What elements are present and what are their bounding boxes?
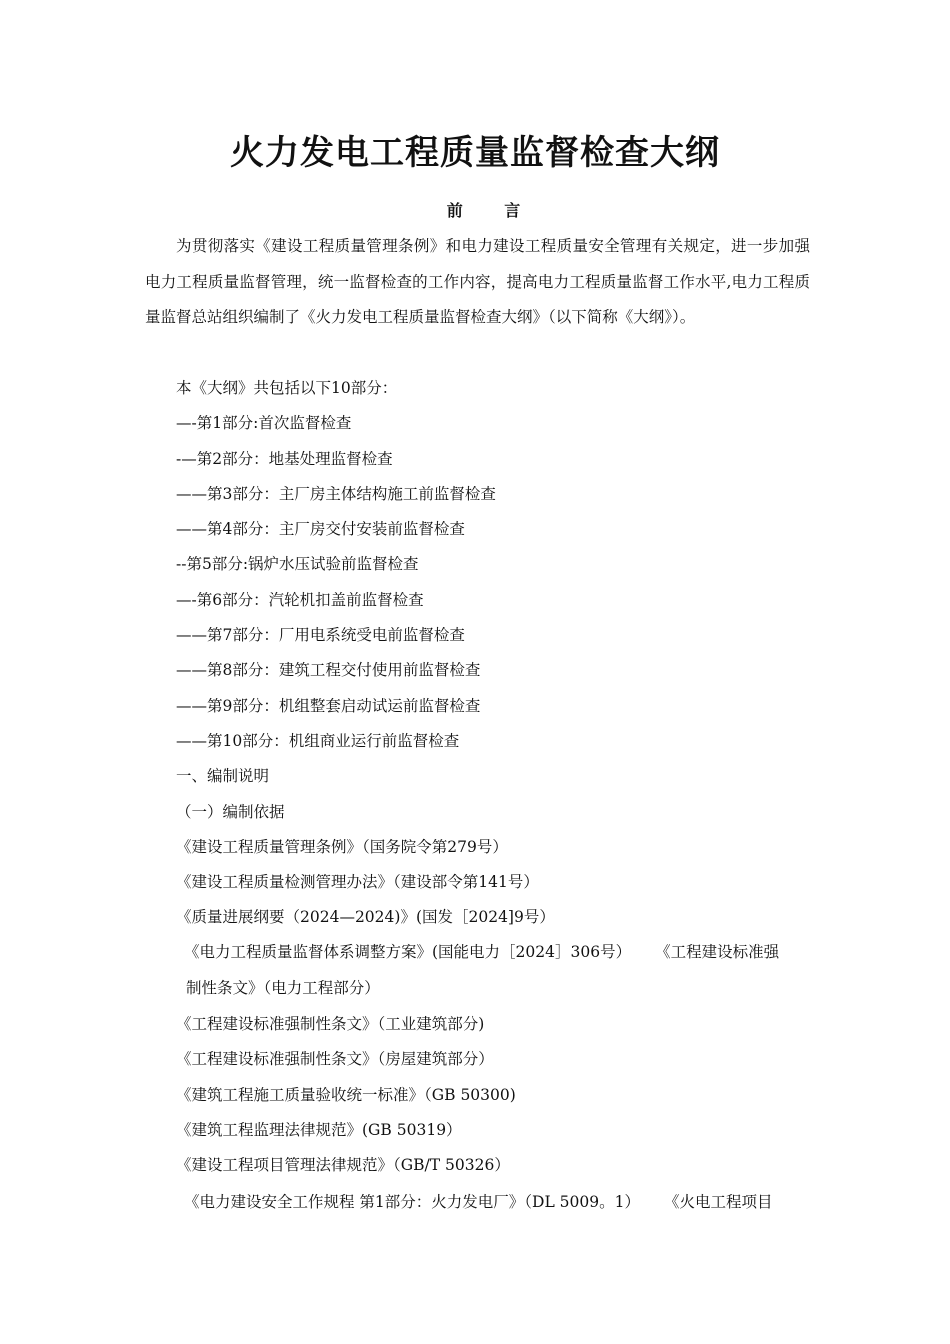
reference-item: 《建设工程质量检测管理办法》（建设部令第141号） (176, 873, 539, 892)
reference-line (176, 1185, 810, 1221)
content-list-b (176, 1007, 816, 1183)
preface-heading: 前 言 (446, 201, 539, 220)
part-item-4: ——第4部分：主厂房交付安装前监督检查 (176, 520, 465, 539)
reference-item: 《工程建设标准强制性条文》（工业建筑部分) (176, 1015, 485, 1033)
reference-item: 《工程建设标准强 (655, 943, 780, 961)
reference-continuation: 制性条文》（电力工程部分） (186, 978, 380, 997)
parts-intro-line: 本《大纲》共包括以下10部分： (176, 379, 398, 397)
reference-item-combined (176, 1185, 810, 1221)
reference-item: 《火电工程项目 (664, 1193, 773, 1211)
reference-item: 《电力建设安全工作规程 第1部分：火力发电厂》（DL 5009。1） (184, 1193, 640, 1211)
reference-item: 《建设工程质量管理条例》（国务院令第279号） (176, 837, 508, 856)
intro-paragraph: 为贯彻落实《建设工程质量管理条例》和电力建设工程质量安全管理有关规定，进一步加强电力工程质量监督管理，统一监督检查的工作内容，提高电力工程质量监督工作水平,电力工程质量监督总站组织编制了《火力发电工程质量监督检查大纲》（以下简称《大纲》）。 (145, 237, 810, 326)
part-item-1: —-第1部分:首次监督检查 (176, 414, 352, 433)
reference-item: 《工程建设标准强制性条文》（房屋建筑部分） (176, 1050, 494, 1069)
part-item-9: ——第9部分：机组整套启动试运前监督检查 (176, 696, 481, 715)
part-item-3: ——第3部分：主厂房主体结构施工前监督检查 (176, 484, 496, 503)
part-item-5: --第5部分:锅炉水压试验前监督检查 (176, 555, 419, 574)
reference-item: 《电力工程质量监督体系调整方案》(国能电力［2024］306号） (184, 943, 632, 961)
reference-item: 《建设工程项目管理法律规范》（GB/T 50326） (176, 1156, 510, 1175)
part-item-2: -—第2部分：地基处理监督检查 (176, 449, 393, 468)
section-heading-1: 一、编制说明 (176, 767, 270, 786)
reference-item: 《质量进展纲要（2024—2024)》(国发［2024]9号） (176, 908, 555, 927)
reference-item: 《建筑工程施工质量验收统一标准》（GB 50300) (176, 1085, 516, 1104)
part-item-8: ——第8部分：建筑工程交付使用前监督检查 (176, 661, 481, 680)
part-item-7: ——第7部分：厂用电系统受电前监督检查 (176, 626, 465, 645)
content-list-a (176, 371, 816, 936)
document-title: 火力发电工程质量监督检查大纲 (230, 133, 720, 173)
part-item-6: —-第6部分：汽轮机扣盖前监督检查 (176, 590, 424, 609)
part-item-10: ——第10部分：机组商业运行前监督检查 (176, 731, 460, 750)
subsection-heading-1: （一）编制依据 (176, 802, 285, 821)
reference-line (176, 935, 810, 971)
reference-item: 《建筑工程监理法律规范》(GB 50319） (176, 1120, 462, 1139)
reference-item-combined (176, 935, 810, 1006)
